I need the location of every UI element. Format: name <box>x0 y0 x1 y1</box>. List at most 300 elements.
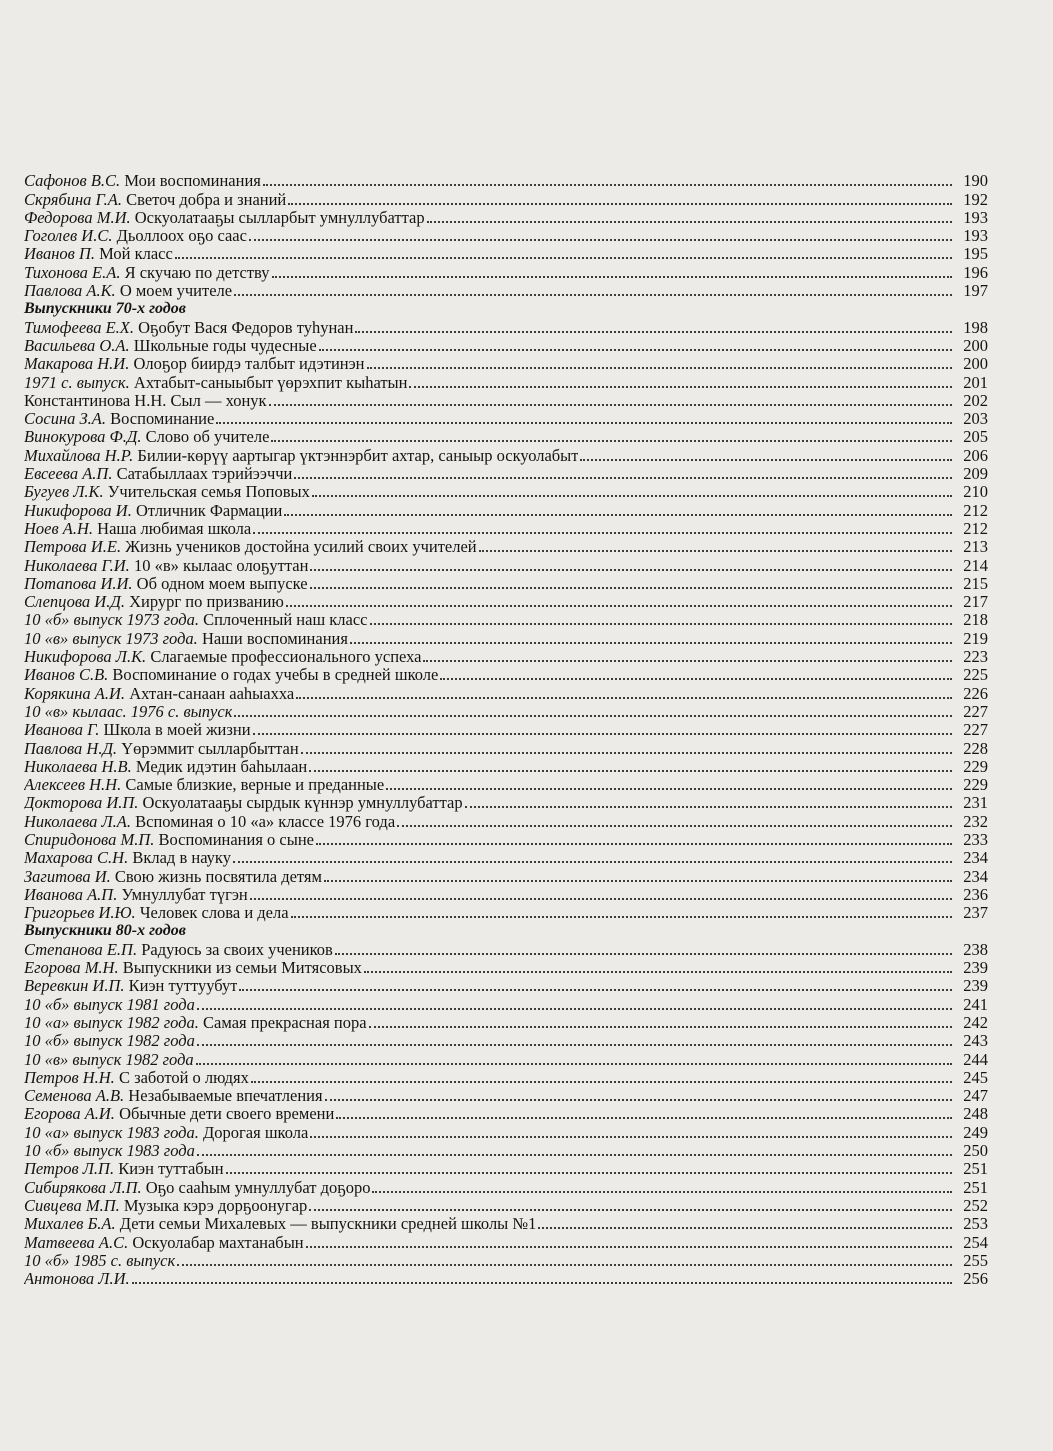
dot-leader <box>294 477 952 479</box>
toc-entry <box>24 282 988 300</box>
toc-entry-author: Иванов П. <box>24 245 95 264</box>
toc-entry <box>24 520 988 538</box>
toc-entry-page: 229 <box>963 756 988 776</box>
toc-entry-page: 210 <box>963 482 988 502</box>
toc-entry-title: Дети семьи Михалевых — выпускники средней школы №1 <box>119 1215 537 1234</box>
toc-entry <box>24 684 988 702</box>
toc-entry-page: 223 <box>963 647 988 667</box>
toc-entry-page: 193 <box>963 226 988 246</box>
toc-entry-author: Егорова А.И. <box>24 1105 115 1124</box>
toc-entry-title: Оскуолатааҕы сылларбыт умнуллубаттар <box>134 208 425 227</box>
toc-entry-author: Григорьев И.Ю. <box>24 904 136 923</box>
toc-entry-text <box>24 630 348 648</box>
toc-entry-text <box>24 337 317 355</box>
toc-entry-page: 206 <box>963 445 988 465</box>
dot-leader <box>427 221 952 223</box>
dot-leader <box>370 623 953 625</box>
toc-entry-text <box>24 813 395 831</box>
toc-entry <box>24 1270 988 1288</box>
toc-entry-author: Потапова И.И. <box>24 574 133 593</box>
dot-leader <box>325 1099 952 1101</box>
toc-entry-author: 10 «а» выпуск 1983 года. <box>24 1123 199 1142</box>
toc-entry <box>24 483 988 501</box>
toc-entry <box>24 446 988 464</box>
dot-leader <box>538 1227 952 1229</box>
toc-entry-text <box>24 721 251 739</box>
toc-entry-author: Егорова М.Н. <box>24 959 119 978</box>
toc-entry-text <box>24 941 333 959</box>
toc-entry-author: Матвеева А.С. <box>24 1233 129 1252</box>
toc-entry-page: 237 <box>963 903 988 923</box>
toc-entry <box>24 1087 988 1105</box>
toc-entry-author: Сосина З.А. <box>24 410 107 429</box>
toc-entry-title: Человек слова и дела <box>139 904 289 923</box>
toc-entry-author: Евсеева А.П. <box>24 465 113 484</box>
dot-leader <box>310 587 952 589</box>
dot-leader <box>197 1154 952 1156</box>
toc-entry-page: 212 <box>963 518 988 538</box>
toc-entry-title: Оҕо сааһым умнуллубат доҕоро <box>145 1178 371 1197</box>
toc-entry-page: 251 <box>963 1159 988 1179</box>
toc-entry <box>24 703 988 721</box>
dot-leader <box>465 806 952 808</box>
toc-entry-author: Скрябина Г.А. <box>24 190 123 209</box>
toc-entry-text <box>24 227 247 245</box>
toc-entry <box>24 227 988 245</box>
dot-leader <box>175 257 952 259</box>
toc-entry-author: 10 «б» выпуск 1982 года <box>24 1032 195 1051</box>
toc-entry-title: Обычные дети своего времени <box>119 1105 335 1124</box>
toc-entry-text <box>24 1051 194 1069</box>
toc-entry-text <box>24 520 251 538</box>
dot-leader <box>409 386 952 388</box>
toc-entry-text <box>24 1179 370 1197</box>
toc-entry <box>24 318 988 336</box>
dot-leader <box>316 843 952 845</box>
toc-entry <box>24 831 988 849</box>
toc-entry-text <box>24 209 425 227</box>
toc-entry-text <box>24 611 368 629</box>
dot-leader <box>350 642 952 644</box>
toc-entry-title: Воспоминание <box>110 410 215 429</box>
toc-entry <box>24 977 988 995</box>
toc-entry <box>24 1160 988 1178</box>
toc-entry-author: Корякина А.И. <box>24 684 126 703</box>
toc-entry-text <box>24 886 248 904</box>
toc-entry-author: Махарова С.Н. <box>24 849 129 868</box>
toc-entry-page: 225 <box>963 665 988 685</box>
toc-entry <box>24 428 988 446</box>
toc-entry-author: Спиридонова М.П. <box>24 830 155 849</box>
toc-entry <box>24 794 988 812</box>
toc-entry-page: 248 <box>963 1104 988 1124</box>
dot-leader <box>319 349 952 351</box>
dot-leader <box>306 1246 952 1248</box>
dot-leader <box>301 752 952 754</box>
toc-entry-text <box>24 410 214 428</box>
dot-leader <box>197 1044 952 1046</box>
dot-leader <box>226 1172 952 1174</box>
toc-entry-title: Дьоллоох оҕо саас <box>116 227 247 246</box>
toc-entry <box>24 245 988 263</box>
toc-entry-page: 256 <box>963 1269 988 1289</box>
dot-leader <box>310 569 952 571</box>
toc-entry <box>24 1123 988 1141</box>
toc-entry <box>24 849 988 867</box>
toc-entry-page: 232 <box>963 811 988 831</box>
toc-entry-text <box>24 666 438 684</box>
table-of-contents <box>24 172 988 1288</box>
toc-entry-author: Степанова Е.П. <box>24 940 138 959</box>
toc-entry <box>24 959 988 977</box>
toc-entry-page: 251 <box>963 1177 988 1197</box>
dot-leader <box>309 770 952 772</box>
toc-entry-author: 1971 с. выпуск. <box>24 373 130 392</box>
toc-entry-author: Васильева О.А. <box>24 336 130 355</box>
toc-entry-title: Самые близкие, верные и преданные <box>125 776 385 795</box>
dot-leader <box>397 825 952 827</box>
toc-entry-text <box>24 1124 308 1142</box>
toc-entry-page: 234 <box>963 848 988 868</box>
toc-entry-page: 217 <box>963 592 988 612</box>
toc-entry <box>24 172 988 190</box>
toc-entry-page: 215 <box>963 573 988 593</box>
toc-entry-title: Учительская семья Поповых <box>107 483 310 502</box>
toc-entry <box>24 410 988 428</box>
toc-entry-text <box>24 849 231 867</box>
toc-entry-text <box>24 1105 334 1123</box>
toc-entry-page: 229 <box>963 775 988 795</box>
toc-entry-author: Ноев А.Н. <box>24 519 94 538</box>
toc-entry-author: Федорова М.И. <box>24 208 131 227</box>
toc-entry <box>24 373 988 391</box>
toc-entry <box>24 995 988 1013</box>
toc-entry-text <box>24 264 270 282</box>
toc-entry-page: 250 <box>963 1141 988 1161</box>
toc-entry-text <box>24 575 308 593</box>
toc-entry-title: Слово об учителе <box>145 428 270 447</box>
toc-entry-title: Киэн туттуубут <box>128 977 238 996</box>
toc-entry-title: Отличник Фармации <box>135 501 283 520</box>
dot-leader <box>271 440 952 442</box>
dot-leader <box>335 953 952 955</box>
toc-entry <box>24 538 988 556</box>
toc-entry-page: 252 <box>963 1195 988 1215</box>
toc-entry-author: Сафонов В.С. <box>24 172 121 191</box>
toc-entry-author: 10 «б» выпуск 1981 года <box>24 995 195 1014</box>
toc-entry-text <box>24 776 384 794</box>
dot-leader <box>310 1136 952 1138</box>
toc-entry-text <box>24 557 308 575</box>
toc-entry-text <box>24 996 195 1014</box>
toc-entry-text <box>24 1014 367 1032</box>
toc-entry-page: 193 <box>963 207 988 227</box>
toc-entry-page: 209 <box>963 464 988 484</box>
dot-leader <box>286 605 952 607</box>
toc-entry-page: 231 <box>963 793 988 813</box>
dot-leader <box>269 404 952 406</box>
toc-entry-author: Гоголев И.С. <box>24 227 113 246</box>
toc-entry-author: Никифорова И. <box>24 501 132 520</box>
dot-leader <box>423 660 952 662</box>
toc-entry-title: О моем учителе <box>119 282 233 301</box>
dot-leader <box>324 880 952 882</box>
dot-leader <box>263 184 952 186</box>
toc-entry-author: Иванов С.В. <box>24 666 109 685</box>
toc-entry-title: Оскуолабар махтанабын <box>132 1233 304 1252</box>
toc-entry <box>24 1142 988 1160</box>
dot-leader <box>296 697 952 699</box>
toc-entry-text <box>24 428 269 446</box>
toc-entry-title: Выпускники из семьи Митясовых <box>122 959 362 978</box>
toc-entry-page: 255 <box>963 1250 988 1270</box>
toc-entry-page: 190 <box>963 171 988 191</box>
toc-entry-page: 197 <box>963 281 988 301</box>
toc-entry-page: 219 <box>963 628 988 648</box>
toc-entry-text <box>24 1197 307 1215</box>
toc-entry-author: Петров Л.П. <box>24 1160 115 1179</box>
toc-entry-page: 226 <box>963 683 988 703</box>
toc-entry-title: Хирург по призванию <box>129 593 284 612</box>
dot-leader <box>336 1117 952 1119</box>
toc-entry-author: Михалев Б.А. <box>24 1215 116 1234</box>
toc-entry-text <box>24 355 365 373</box>
toc-entry-title: Үөрэммит сылларбыттан <box>121 739 299 758</box>
toc-entry-text <box>24 758 307 776</box>
toc-entry <box>24 812 988 830</box>
toc-entry-title: Умнуллубат түгэн <box>121 885 248 904</box>
toc-entry-title: Школьные годы чудесные <box>133 336 317 355</box>
toc-entry-text <box>24 319 353 337</box>
dot-leader <box>239 989 952 991</box>
dot-leader <box>309 1209 952 1211</box>
toc-entry-title: Светоч добра и знаний <box>126 190 287 209</box>
dot-leader <box>386 788 952 790</box>
dot-leader <box>479 550 952 552</box>
toc-entry-text <box>24 794 463 812</box>
toc-entry <box>24 575 988 593</box>
toc-entry-title: Воспоминания о сыне <box>158 830 314 849</box>
toc-entry <box>24 758 988 776</box>
toc-entry-page: 236 <box>963 884 988 904</box>
dot-leader <box>234 715 952 717</box>
toc-entry-title: Радуюсь за своих учеников <box>141 940 333 959</box>
toc-entry-title: С заботой о людях <box>118 1068 249 1087</box>
toc-entry <box>24 392 988 410</box>
toc-entry <box>24 209 988 227</box>
toc-entry-title: Оскуолатааҕы сырдык күннэр умнуллубаттар <box>142 794 463 813</box>
dot-leader <box>291 916 952 918</box>
dot-leader <box>253 532 952 534</box>
toc-entry-text <box>24 1270 130 1288</box>
toc-entry-page: 242 <box>963 1012 988 1032</box>
toc-entry-text <box>24 648 421 666</box>
toc-entry-page: 228 <box>963 738 988 758</box>
toc-entry-page: 245 <box>963 1067 988 1087</box>
dot-leader <box>177 1264 952 1266</box>
toc-entry <box>24 1215 988 1233</box>
toc-entry <box>24 611 988 629</box>
toc-entry <box>24 1032 988 1050</box>
dot-leader <box>369 1026 952 1028</box>
toc-entry-title: Самая прекрасная пора <box>203 1013 367 1032</box>
toc-entry <box>24 1178 988 1196</box>
toc-entry-page: 244 <box>963 1049 988 1069</box>
toc-entry-text <box>24 831 314 849</box>
toc-entry-author: Докторова И.П. <box>24 794 139 813</box>
toc-entry-author: Макарова Н.И. <box>24 355 130 374</box>
toc-entry-page: 227 <box>963 701 988 721</box>
toc-entry-author: Сивцева М.П. <box>24 1196 120 1215</box>
toc-entry-page: 196 <box>963 262 988 282</box>
dot-leader <box>312 495 952 497</box>
toc-entry-author: Петрова И.Е. <box>24 538 122 557</box>
dot-leader <box>197 1008 952 1010</box>
dot-leader <box>580 459 952 461</box>
toc-entry <box>24 1069 988 1087</box>
toc-entry-author: Сибирякова Л.П. <box>24 1178 142 1197</box>
toc-entry-page: 247 <box>963 1086 988 1106</box>
toc-entry-title: Свою жизнь посвятила детям <box>114 867 322 886</box>
toc-entry-page: 214 <box>963 555 988 575</box>
toc-entry-author: Иванова Г. <box>24 721 100 740</box>
dot-leader <box>367 367 952 369</box>
dot-leader <box>372 1191 952 1193</box>
toc-entry <box>24 904 988 922</box>
toc-entry-author: 10 «б» выпуск 1983 года <box>24 1142 195 1161</box>
toc-entry-title: Жизнь учеников достойна усилий своих учителей <box>125 538 477 557</box>
toc-entry-title: Я скучаю по детству <box>124 263 270 282</box>
toc-entry <box>24 1233 988 1251</box>
toc-entry-title: Воспоминание о годах учебы в средней школе <box>112 666 439 685</box>
toc-entry-author: Павлова А.К. <box>24 282 116 301</box>
dot-leader <box>364 971 952 973</box>
toc-entry-title: Вклад в науку <box>132 849 231 868</box>
toc-entry <box>24 940 988 958</box>
toc-entry-author: Никифорова Л.К. <box>24 648 147 667</box>
dot-leader <box>249 239 952 241</box>
toc-entry-author: 10 «а» выпуск 1982 года. <box>24 1013 199 1032</box>
dot-leader <box>440 678 952 680</box>
toc-entry-text <box>24 977 237 995</box>
toc-entry <box>24 867 988 885</box>
toc-entry-author: 10 «б» выпуск 1973 года. <box>24 611 199 630</box>
toc-entry-author: Михайлова Н.Р. <box>24 446 134 465</box>
toc-entry-author: 10 «в» кылаас. 1976 с. выпуск <box>24 702 233 721</box>
toc-entry-title: Ахтан-санаан ааһыахха <box>129 684 295 703</box>
toc-entry <box>24 263 988 281</box>
toc-entry-title: Мой класс <box>99 245 173 264</box>
toc-entry-author: Николаева Л.А. <box>24 812 131 831</box>
toc-entry-author: Тихонова Е.А. <box>24 263 121 282</box>
section-heading: Выпускники 70-х годов <box>24 300 186 318</box>
toc-entry-author: 10 «в» выпуск 1982 года <box>24 1050 194 1069</box>
toc-entry-page: 239 <box>963 958 988 978</box>
toc-entry-text <box>24 1142 195 1160</box>
toc-entry-page: 213 <box>963 537 988 557</box>
toc-entry-page: 253 <box>963 1214 988 1234</box>
toc-entry-text <box>24 1087 323 1105</box>
dot-leader <box>355 331 952 333</box>
toc-entry-title: Вспоминая о 10 «а» классе 1976 года <box>135 812 396 831</box>
toc-entry-author: Антонова Л.И. <box>24 1270 130 1289</box>
toc-entry-page: 212 <box>963 500 988 520</box>
toc-entry <box>24 593 988 611</box>
dot-leader <box>233 861 952 863</box>
toc-entry-author: Тимофеева Е.Х. <box>24 318 135 337</box>
toc-entry-page: 200 <box>963 335 988 355</box>
toc-entry <box>24 1014 988 1032</box>
toc-entry-author: Николаева Г.И. <box>24 556 130 575</box>
toc-entry-text <box>24 868 322 886</box>
toc-entry-text <box>24 374 407 392</box>
toc-entry-text <box>24 538 477 556</box>
toc-entry-page: 238 <box>963 939 988 959</box>
dot-leader <box>216 422 952 424</box>
toc-entry-title: Билии-көрүү аартыгар үктэннэрбит ахтар, саныыр оскуолабыт <box>137 446 579 465</box>
toc-entry <box>24 1050 988 1068</box>
toc-entry-text <box>24 685 294 703</box>
toc-entry-author: 10 «б» 1985 с. выпуск <box>24 1251 176 1270</box>
toc-entry-title: Сплоченный наш класс <box>203 611 368 630</box>
toc-entry-text <box>24 1215 536 1233</box>
toc-entry-author: Веревкин И.П. <box>24 977 125 996</box>
toc-entry-page: 234 <box>963 866 988 886</box>
toc-entry <box>24 886 988 904</box>
toc-entry-title: Дорогая школа <box>203 1123 309 1142</box>
toc-entry-author: Бугуев Л.К. <box>24 483 104 502</box>
dot-leader <box>284 514 952 516</box>
toc-entry <box>24 629 988 647</box>
toc-entry-page: 241 <box>963 994 988 1014</box>
toc-entry-page: 254 <box>963 1232 988 1252</box>
toc-entry-author: Николаева Н.В. <box>24 757 132 776</box>
toc-entry-title: 10 «в» кылаас олоҕуттан <box>133 556 309 575</box>
toc-entry-author: Алексеев Н.Н. <box>24 776 122 795</box>
toc-entry-title: Сатабыллаах тэрийээччи <box>116 465 293 484</box>
toc-entry-author: Семенова А.В. <box>24 1087 125 1106</box>
toc-entry-text <box>24 1032 195 1050</box>
toc-entry <box>24 721 988 739</box>
toc-entry-text <box>24 465 292 483</box>
toc-entry-title: Об одном моем выпуске <box>136 574 308 593</box>
toc-entry <box>24 666 988 684</box>
toc-entry-author: Павлова Н.Д. <box>24 739 118 758</box>
toc-entry-title: Наши воспоминания <box>201 629 348 648</box>
toc-entry-text <box>24 282 232 300</box>
toc-entry-text <box>24 1234 304 1252</box>
toc-entry <box>24 1252 988 1270</box>
toc-entry-title: Киэн туттабын <box>118 1160 224 1179</box>
toc-entry <box>24 556 988 574</box>
dot-leader <box>196 1063 952 1065</box>
toc-entry-text <box>24 593 284 611</box>
toc-entry-author: 10 «в» выпуск 1973 года. <box>24 629 198 648</box>
toc-entry-title: Ахтабыт-саныыбыт үөрэхпит кыһатын <box>133 373 408 392</box>
toc-entry-page: 195 <box>963 244 988 264</box>
toc-entry <box>24 465 988 483</box>
toc-entry-title: Музыка кэрэ дорҕоонугар <box>123 1196 308 1215</box>
toc-entry-text <box>24 483 310 501</box>
toc-entry-page: 202 <box>963 390 988 410</box>
toc-entry-text <box>24 1252 175 1270</box>
toc-entry <box>24 501 988 519</box>
toc-entry-text <box>24 245 173 263</box>
dot-leader <box>272 276 952 278</box>
toc-entry-page: 205 <box>963 427 988 447</box>
dot-leader <box>132 1282 952 1284</box>
toc-entry-title: Оҕобут Вася Федоров туһунан <box>138 318 354 337</box>
